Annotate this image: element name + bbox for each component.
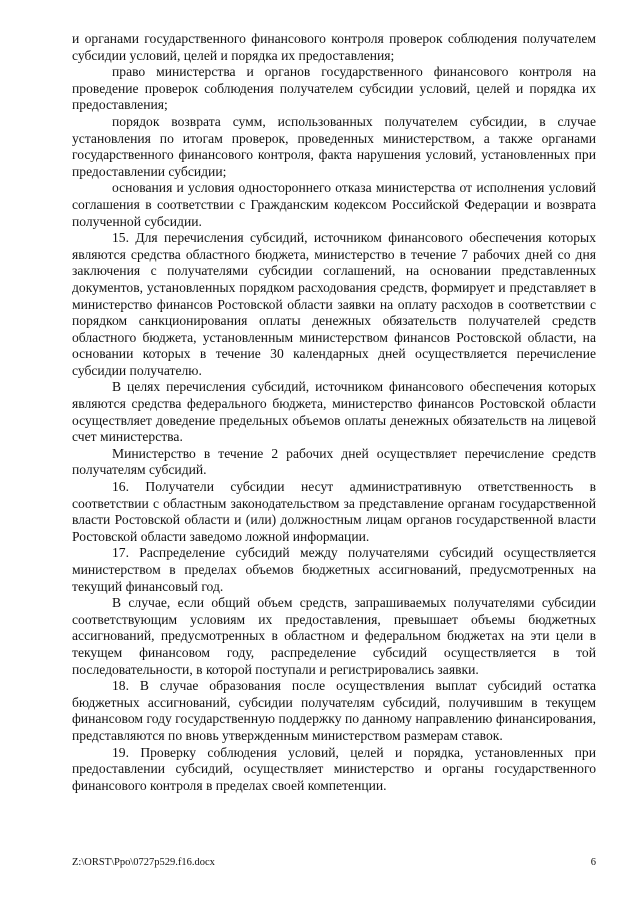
document-body <box>72 31 596 794</box>
paragraph-item-16: 16. Получатели субсидии несут административную ответственность в соответствии с областным законодательством за представление органам государственной власти Ростовской области и (или) должностным лицам органов государственной власти Ростовской области заведомо ложной информации. <box>72 479 596 544</box>
paragraph-item-17: 17. Распределение субсидий между получателями субсидий осуществляется министерством в пределах объемов бюджетных ассигнований, предусмотренных на текущий финансовый год. <box>72 545 596 594</box>
paragraph-item-19: 19. Проверку соблюдения условий, целей и порядка, установленных при предоставлении субсидий, осуществляет министерство и органы государственного финансового контроля в пределах своей компетенции. <box>72 744 596 793</box>
paragraph-distribution-order: В случае, если общий объем средств, запрашиваемых получателями субсидии соответствующим условиям их предоставления, превышает объемы бюджетных ассигнований, предусмотренных в областном и федеральном бюджетах на эти цели в текущем финансовом году, распределение субсидий осуществляется в той последовательности, в которой поступали и регистрировались заявки. <box>72 595 596 677</box>
paragraph-continuation: и органами государственного финансового контроля проверок соблюдения получателем субсидии условий, целей и порядка их предоставления; <box>72 31 596 63</box>
paragraph-item-18: 18. В случае образования после осуществления выплат субсидий остатка бюджетных ассигнований, субсидии получателям субсидий, получившим в текущем финансовом году государственную поддержку по данному направлению финансирования, представляются по вновь утвержденным министерством размерам ставок. <box>72 678 596 743</box>
paragraph-item-15: 15. Для перечисления субсидий, источником финансового обеспечения которых являются средства областного бюджета, министерство в течение 7 рабочих дней со дня заключения с получателями субсидии соглашений, на основании представленных документов, установленных порядком расходования средств, формирует и представляет в министерство финансов Ростовской области заявки на оплату расходов в соответствии с порядком санкционирования оплаты денежных обязательств получателей средств областного бюджета, установленным министерством финансов Ростовской области, на основании которых в течение 30 календарных дней осуществляется перечисление субсидии получателю. <box>72 230 596 378</box>
paragraph-refund-procedure: порядок возврата сумм, использованных получателем субсидии, в случае установления по итогам проверок, проведенных министерством, а также органами государственного финансового контроля, факта нарушения условий, установленных при предоставлении субсидии; <box>72 113 596 179</box>
paragraph-federal-funds: В целях перечисления субсидий, источником финансового обеспечения которых являются средства федерального бюджета, министерство финансов Ростовской области осуществляет доведение предельных объемов оплаты денежных обязательств на лицевой счет министерства. <box>72 379 596 445</box>
paragraph-transfer-term: Министерство в течение 2 рабочих дней осуществляет перечисление средств получателям субсидий. <box>72 445 596 478</box>
footer-file-path: Z:\ORST\Ppo\0727p529.f16.docx <box>72 857 215 868</box>
page-footer <box>72 857 596 869</box>
paragraph-unilateral-refusal: основания и условия одностороннего отказа министерства от исполнения условий соглашения в соответствии с Гражданским кодексом Российской Федерации и возврата полученной субсидии. <box>72 180 596 229</box>
paragraph-inspection-right: право министерства и органов государственного финансового контроля на проведение проверок соблюдения получателем субсидии условий, целей и порядка их предоставления; <box>72 64 596 113</box>
page-number: 6 <box>590 857 596 868</box>
